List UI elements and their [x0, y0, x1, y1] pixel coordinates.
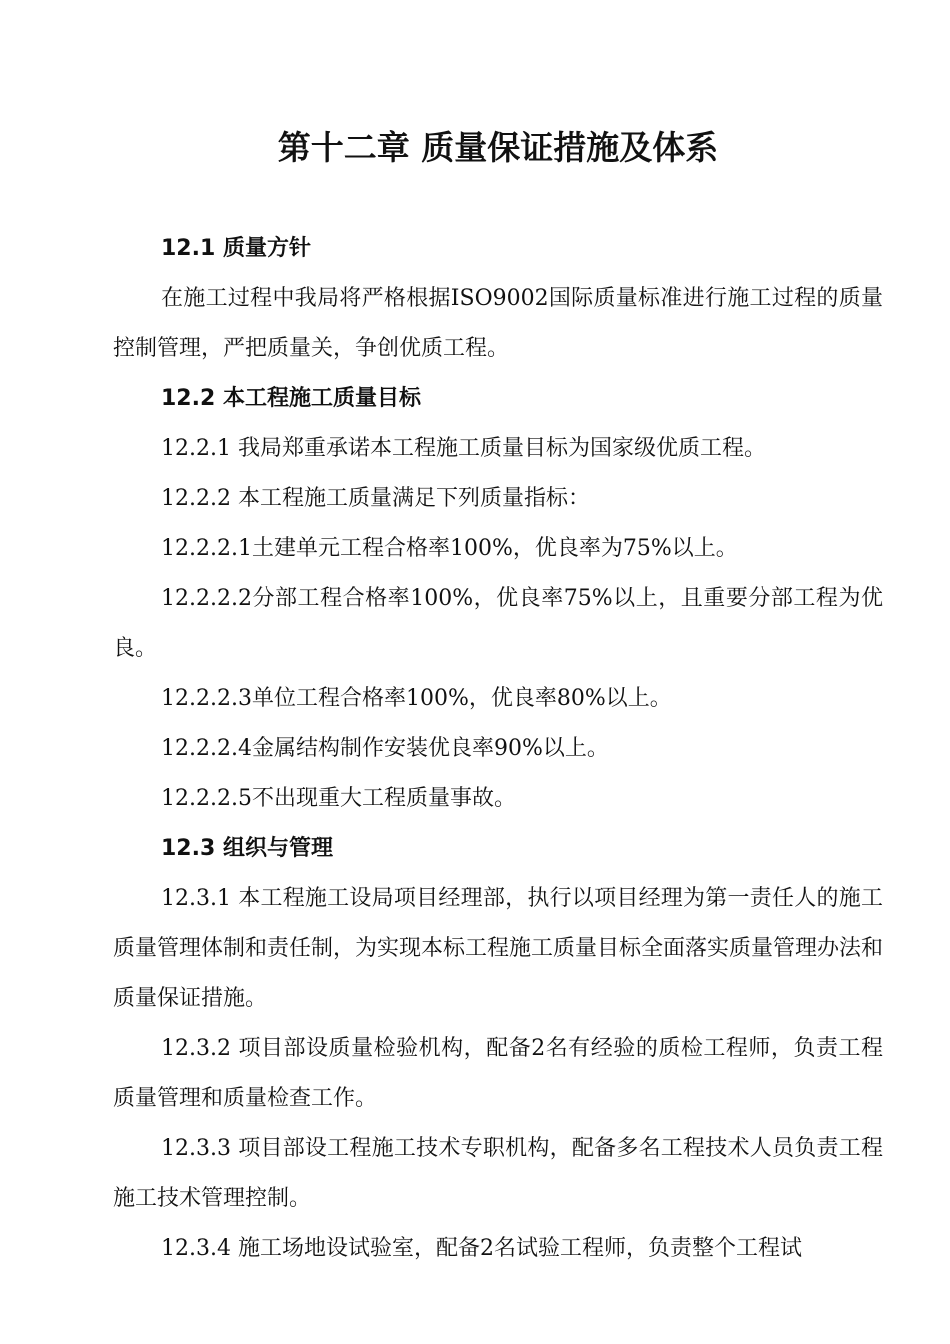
paragraph-12-2-2: 12.2.2 本工程施工质量满足下列质量指标：: [161, 486, 590, 511]
paragraph-quality-policy: 在施工过程中我局将严格根据ISO9002国际质量标准进行施工过程的质量控制管理，严把质量关，争创优质工程。: [113, 286, 883, 361]
section-heading-12-2: 12.2 本工程施工质量目标: [161, 386, 421, 411]
paragraph-12-2-2-3: 12.2.2.3单位工程合格率100%，优良率80%以上。: [161, 686, 672, 711]
paragraph-12-3-2: 12.3.2 项目部设质量检验机构，配备2名有经验的质检工程师，负责工程质量管理和质量检查工作。: [113, 1036, 883, 1111]
section-heading-12-1: 12.1 质量方针: [161, 236, 311, 261]
paragraph-12-2-2-5: 12.2.2.5不出现重大工程质量事故。: [161, 786, 516, 811]
paragraph-12-3-1: 12.3.1 本工程施工设局项目经理部，执行以项目经理为第一责任人的施工质量管理体制和责任制，为实现本标工程施工质量目标全面落实质量管理办法和质量保证措施。: [113, 886, 884, 1011]
paragraph-12-2-2-2: 12.2.2.2分部工程合格率100%，优良率75%以上，且重要分部工程为优良。: [113, 586, 883, 661]
document-body: [113, 224, 883, 1274]
chapter-title: 第十二章 质量保证措施及体系: [277, 128, 719, 167]
paragraph-12-3-3: 12.3.3 项目部设工程施工技术专职机构，配备多名工程技术人员负责工程施工技术管理控制。: [113, 1136, 883, 1211]
paragraph-12-3-4: 12.3.4 施工场地设试验室，配备2名试验工程师，负责整个工程试: [161, 1236, 802, 1261]
section-heading-12-3: 12.3 组织与管理: [161, 836, 333, 861]
paragraph-12-2-2-1: 12.2.2.1土建单元工程合格率100%，优良率为75%以上。: [161, 536, 738, 561]
paragraph-12-2-2-4: 12.2.2.4金属结构制作安装优良率90%以上。: [161, 736, 609, 761]
paragraph-12-2-1: 12.2.1 我局郑重承诺本工程施工质量目标为国家级优质工程。: [161, 436, 766, 461]
